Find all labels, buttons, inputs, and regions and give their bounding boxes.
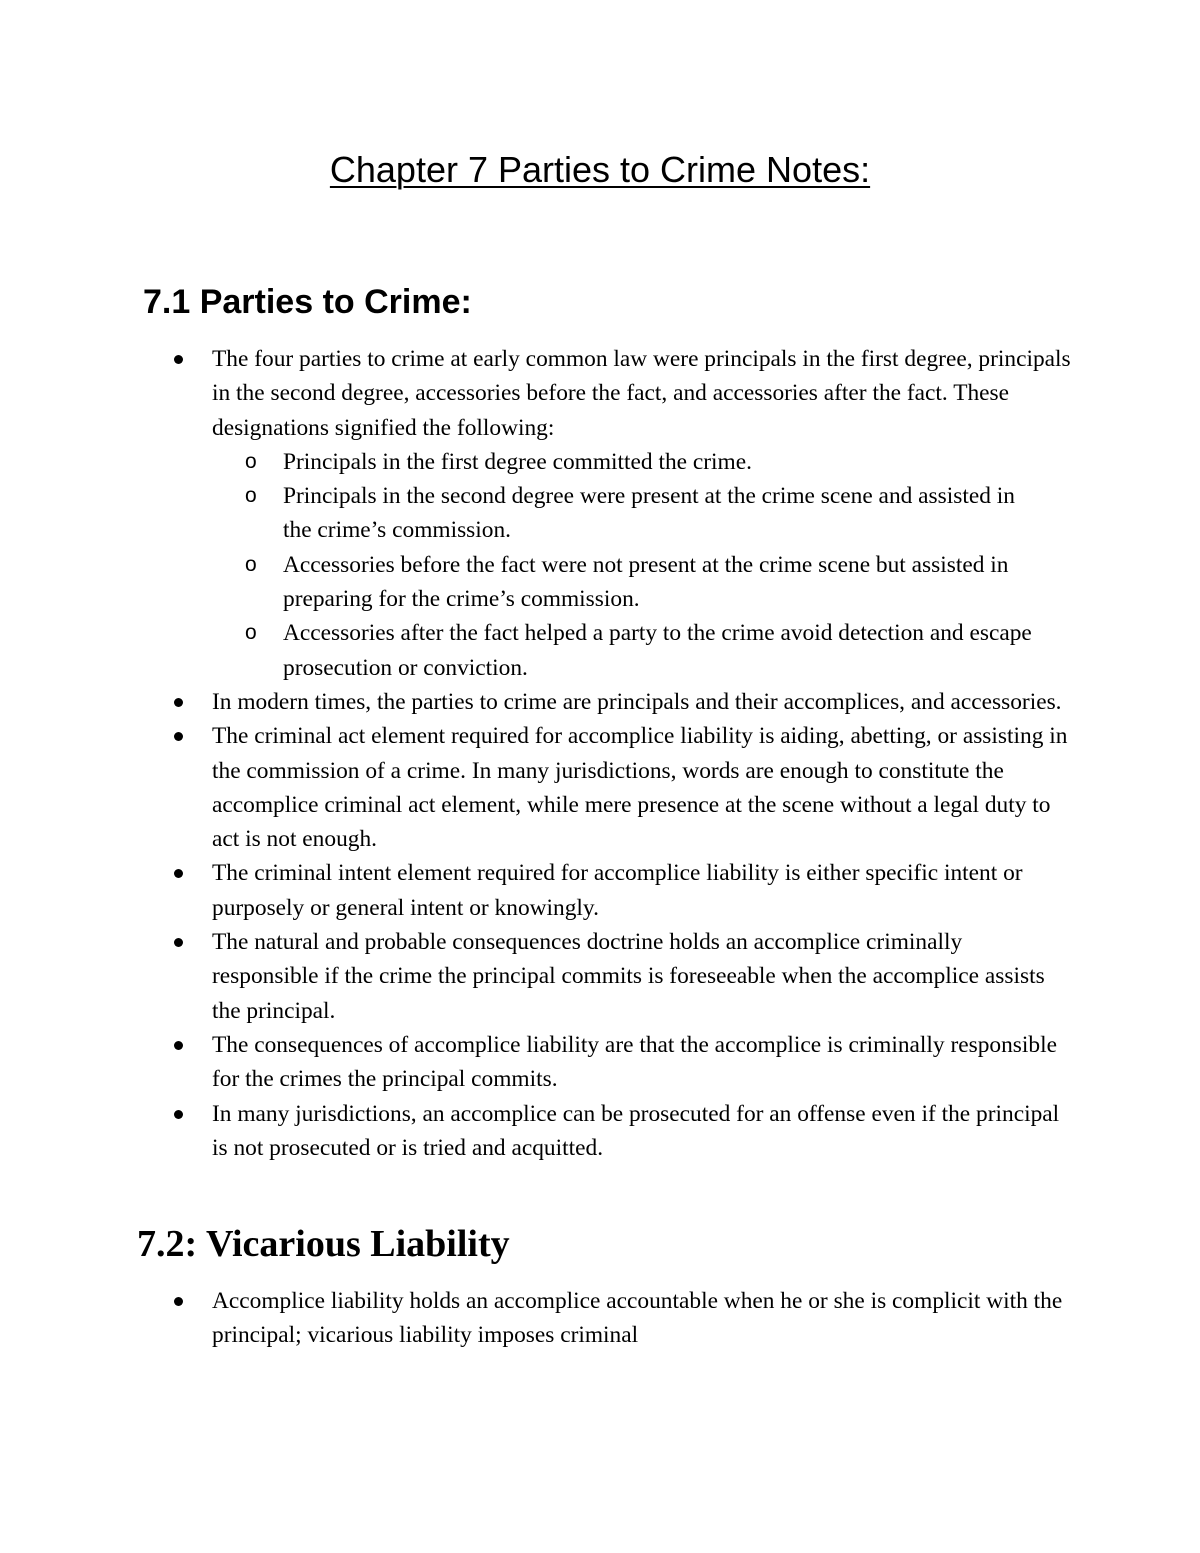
- bullet-icon: [174, 732, 183, 741]
- sub-list-item-text: Accessories before the fact were not present at the crime scene but assisted in preparing for the crime’s commission.: [283, 551, 1009, 613]
- bullet-icon: [174, 869, 183, 878]
- bullet-icon: [174, 1041, 183, 1050]
- section-7-1-list: [0, 342, 1072, 1165]
- list-item-text: In modern times, the parties to crime are principals and their accomplices, and accessories.: [212, 688, 1062, 715]
- sub-list-item: [0, 445, 1043, 479]
- list-item: [0, 925, 1072, 1028]
- hollow-bullet-icon: o: [245, 552, 257, 576]
- list-item: [0, 685, 1072, 719]
- sub-list-item-text: Principals in the second degree were present at the crime scene and assisted in the crime’s commission.: [283, 483, 1015, 544]
- list-item: [0, 342, 1072, 685]
- list-item: [0, 856, 1072, 925]
- hollow-bullet-icon: o: [245, 484, 257, 508]
- bullet-icon: [174, 355, 183, 364]
- sub-list-item-text: Principals in the first degree committed the crime.: [283, 448, 752, 475]
- bullet-icon: [174, 1297, 183, 1306]
- list-item: [0, 1284, 1072, 1353]
- list-item-text: The four parties to crime at early common law were principals in the first degree, principals in the second degree, accessories before the fact, and accessories after the fact. These designations signified the following:: [212, 346, 1071, 441]
- list-item: [0, 719, 1072, 856]
- hollow-bullet-icon: o: [245, 621, 257, 645]
- document-title: Chapter 7 Parties to Crime Notes:: [329, 149, 871, 190]
- section-heading-7-2: 7.2: Vicarious Liability: [137, 1223, 510, 1265]
- list-item-text: In many jurisdictions, an accomplice can be prosecuted for an offense even if the principal is not prosecuted or is tried and acquitted.: [212, 1100, 1060, 1161]
- sub-list: [212, 445, 1072, 685]
- list-item-text: Accomplice liability holds an accomplice accountable when he or she is complicit with the principal; vicarious liability imposes criminal: [212, 1288, 1063, 1349]
- sub-list-item: [0, 616, 1043, 685]
- list-item-text: The criminal act element required for accomplice liability is aiding, abetting, or assisting in the commission of a crime. In many jurisdictions, words are enough to constitute the accomplice criminal act element, while mere presence at the scene without a legal duty to act is not enough.: [212, 723, 1068, 853]
- list-item-text: The criminal intent element required for accomplice liability is either specific intent or purposely or general intent or knowingly.: [212, 860, 1023, 921]
- sub-list-item: [0, 479, 1043, 548]
- bullet-icon: [174, 938, 183, 947]
- bullet-icon: [174, 698, 183, 707]
- hollow-bullet-icon: o: [245, 449, 257, 473]
- list-item-text: The natural and probable consequences doctrine holds an accomplice criminally responsible if the crime the principal commits is foreseeable when the accomplice assists the principal.: [212, 929, 1045, 1024]
- list-item: [0, 1028, 1072, 1097]
- sub-list-item-text: Accessories after the fact helped a party to the crime avoid detection and escape prosecution or conviction.: [283, 620, 1032, 681]
- section-heading-7-1: 7.1 Parties to Crime:: [143, 283, 472, 321]
- section-7-2-list: [0, 1284, 1072, 1353]
- list-item-text: The consequences of accomplice liability are that the accomplice is criminally responsible for the crimes the principal commits.: [212, 1031, 1057, 1093]
- sub-list-item: [0, 548, 1043, 617]
- bullet-icon: [174, 1110, 183, 1119]
- list-item: [0, 1097, 1072, 1166]
